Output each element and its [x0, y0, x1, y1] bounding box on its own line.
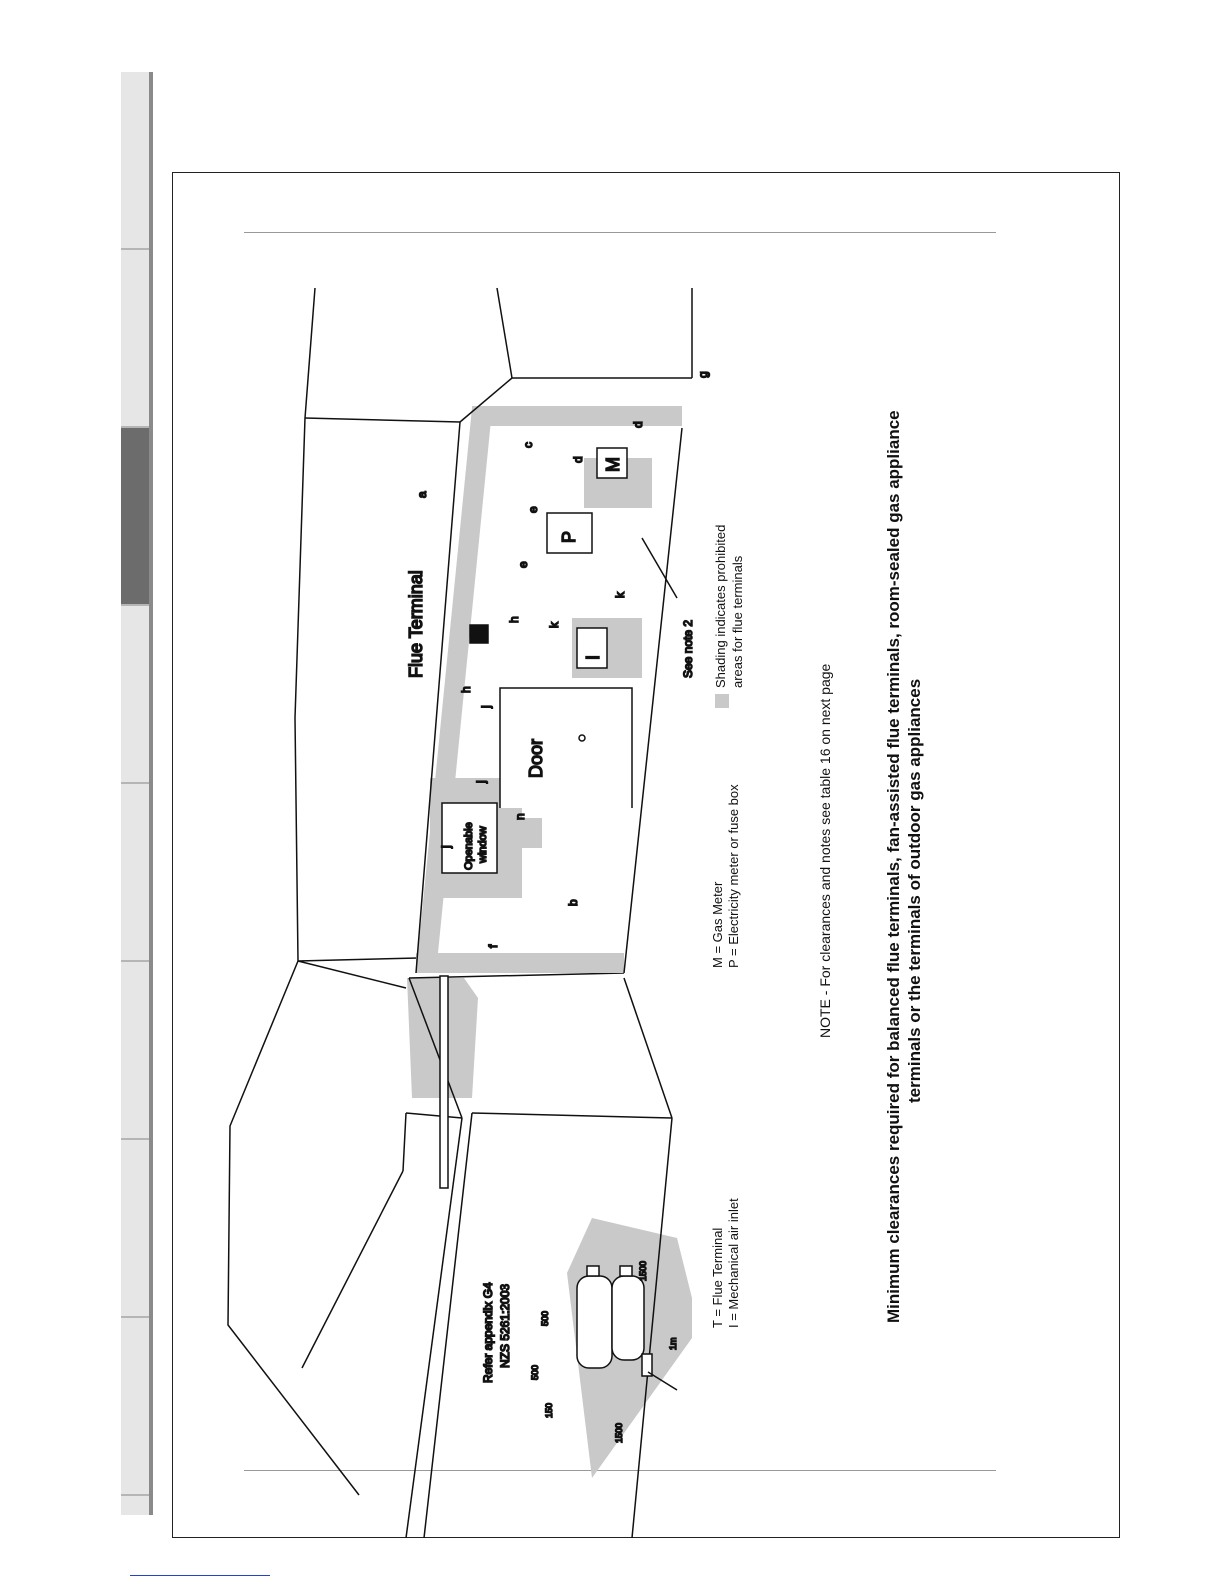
section-tab-6[interactable] — [121, 962, 149, 1140]
legend-t: T = Flue Terminal — [710, 1227, 725, 1328]
dim-k-top: k — [547, 622, 561, 628]
see-note-2: See note 2 — [681, 619, 695, 678]
dim-1500-right: 1500 — [638, 1260, 648, 1281]
legend-p: P = Electricity meter or fuse box — [726, 784, 741, 968]
caption-line1: Minimum clearances required for balanced flue terminals, fan-assisted flue terminals, room-sealed gas appliance — [884, 410, 903, 1323]
dim-k-right: k — [613, 592, 627, 598]
dim-j-window: j — [439, 845, 453, 848]
flue-terminal-label: Flue Terminal — [406, 570, 426, 678]
flue-terminal — [470, 625, 488, 643]
section-tab-strip — [121, 72, 153, 1515]
door — [500, 688, 632, 808]
caption-line2: terminals or the terminals of outdoor gas appliances — [905, 678, 924, 1103]
section-tab-1[interactable] — [121, 72, 149, 250]
dim-e-right: e — [526, 506, 540, 513]
legend-m: M = Gas Meter — [710, 881, 725, 968]
refer-appendix-line1: Refer appendix G4 — [481, 1282, 495, 1383]
dim-e-left: e — [516, 561, 530, 568]
legend-shading-line1: Shading indicates prohibited — [713, 524, 728, 688]
dim-a: a — [415, 491, 429, 498]
i-box-label: I — [583, 654, 603, 660]
section-tab-4[interactable] — [121, 606, 149, 784]
window-label-line1: Openable — [463, 822, 475, 870]
bottom-link-underline[interactable] — [130, 1575, 270, 1576]
refer-appendix-line2: NZS 5261:2003 — [498, 1283, 512, 1368]
section-tab-8[interactable] — [121, 1318, 149, 1496]
dim-j-door-right: j — [479, 705, 493, 708]
dim-g: g — [696, 371, 710, 378]
dim-h-top: h — [459, 686, 473, 693]
m-box-label: M — [603, 457, 623, 472]
legend-i: I = Mechanical air inlet — [726, 1198, 741, 1328]
dim-150: 150 — [544, 1402, 554, 1418]
dim-c-right: c — [521, 442, 535, 448]
window-label-line2: window — [477, 826, 489, 863]
dim-500-left: 500 — [530, 1364, 540, 1380]
dim-500-right: 500 — [540, 1310, 550, 1326]
see-note-arrow — [642, 538, 677, 598]
middle-wall — [407, 944, 672, 1188]
downpipe — [440, 976, 448, 1188]
section-tab-5[interactable] — [121, 784, 149, 962]
dim-1m: 1m — [668, 1337, 678, 1350]
section-tab-7[interactable] — [121, 1140, 149, 1318]
note-text: NOTE - For clearances and notes see table 16 on next page — [817, 663, 833, 1038]
dim-b: b — [566, 899, 580, 906]
dim-d-right: d — [631, 421, 645, 428]
dim-j-door-left: j — [474, 780, 488, 783]
legend-shading-line2: areas for flue terminals — [730, 555, 745, 688]
dim-1500-left: 1500 — [614, 1422, 624, 1443]
legend-shading-swatch — [715, 694, 729, 708]
section-tab-3-active[interactable] — [121, 428, 149, 606]
legend — [710, 525, 745, 1328]
p-box-label: P — [559, 530, 579, 543]
dim-d-top: d — [571, 456, 585, 463]
section-tab-2[interactable] — [121, 250, 149, 428]
i-box — [577, 628, 607, 668]
door-label: Door — [526, 738, 546, 778]
dim-f: f — [486, 944, 500, 948]
dim-n: n — [513, 813, 527, 820]
dim-h-right: h — [507, 616, 521, 623]
flue-clearance-diagram — [172, 172, 1120, 1538]
